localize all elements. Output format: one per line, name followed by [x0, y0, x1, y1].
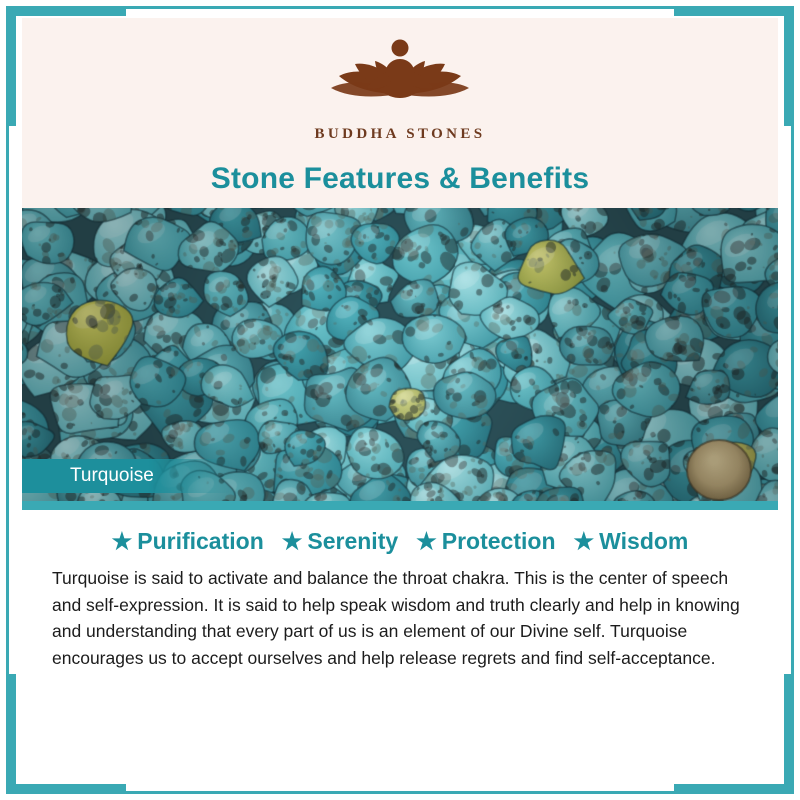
stone-photo [22, 208, 778, 501]
benefit-label: Purification [137, 528, 264, 554]
benefit-label: Protection [441, 528, 556, 554]
frame-edge-right [791, 120, 794, 680]
benefit-item-serenity [282, 528, 398, 555]
lotus-meditation-icon [305, 28, 495, 124]
frame-edge-top [120, 6, 680, 9]
stone-description: Turquoise is said to activate and balance the throat chakra. This is the center of speech and self-expression. It is said to help speak wisdom and truth clearly and help in knowing and understanding that every part of us is an element of our Divine self. Turquoise encourages us to accept ourselves and help release regrets and find self-acceptance. [52, 568, 740, 668]
benefit-label: Wisdom [599, 528, 689, 554]
star-icon: ★ [416, 528, 437, 554]
star-icon: ★ [573, 528, 595, 554]
brand-name: BUDDHA STONES [314, 126, 486, 142]
brand-header [22, 18, 778, 150]
photo-divider [22, 501, 778, 510]
stone-name-label: Turquoise [70, 465, 154, 486]
page-title: Stone Features & Benefits [210, 162, 590, 195]
content-card [22, 18, 778, 782]
star-icon: ★ [111, 528, 133, 554]
benefit-label: Serenity [307, 528, 399, 554]
frame-edge-left [6, 120, 9, 680]
stone-photo-image [22, 208, 778, 501]
brand-logo [22, 28, 778, 124]
frame-edge-bottom [120, 791, 680, 794]
benefit-item-protection [416, 528, 555, 555]
headline-band [22, 150, 778, 208]
stone-name-tag [22, 459, 232, 493]
benefits-list [22, 510, 778, 561]
benefit-item-purification [112, 528, 264, 555]
benefit-item-wisdom [574, 528, 689, 555]
star-icon: ★ [281, 528, 303, 554]
